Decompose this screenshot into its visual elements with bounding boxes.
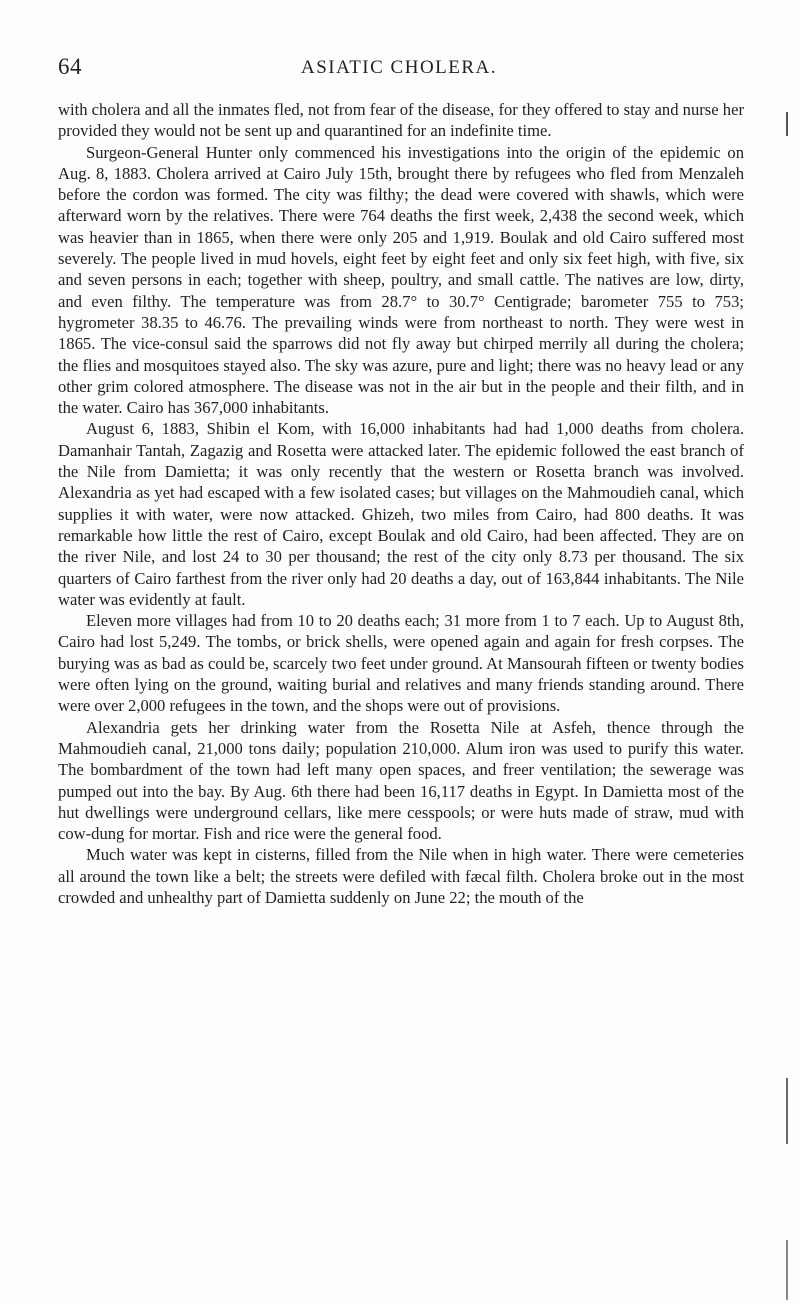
paragraph: Alexandria gets her drinking water from the Rosetta Nile at Asfeh, thence through the Mahmoudieh canal, 21,000 tons daily; population 210,000. Alum iron was used to purify this water. The bombardment of the town had left many open spaces, and freer ventilation; the sewerage was pumped out into the bay. By Aug. 6th there had been 16,117 deaths in Egypt. In Damietta most of the hut dwellings were underground cellars, like mere cesspools; or were huts made of straw, mud with cow-dung for mortar. Fish and rice were the general food. (58, 717, 744, 844)
paragraph: Surgeon-General Hunter only commenced his investigations into the origin of the epidemic on Aug. 8, 1883. Cholera arrived at Cairo July 15th, brought there by refugees who fled from Menzaleh before the cordon was formed. The city was filthy; the dead were covered with shawls, which were afterward worn by the relatives. There were 764 deaths the first week, 2,438 the second week, which was heavier than in 1865, when there were only 205 and 1,919. Boulak and old Cairo suffered most severely. The people lived in mud hovels, eight feet by eight feet and only six feet high, with five, six and seven persons in each; together with sheep, poultry, and small cattle. The natives are low, dirty, and even filthy. The temperature was from 28.7° to 30.7° Centigrade; barometer 755 to 753; hygrometer 38.35 to 46.76. The prevailing winds were from northeast to north. They were west in 1865. The vice-consul said the sparrows did not fly away but chirped merrily all during the cholera; the flies and mosquitoes stayed also. The sky was azure, pure and light; there was no heavy lead or any other grim colored atmosphere. The disease was not in the air but in the people and their filth, and in the water. Cairo has 367,000 inhabitants. (58, 142, 744, 418)
running-head: ASIATIC CHOLERA. (300, 57, 498, 78)
margin-scan-mark (786, 1078, 788, 1144)
paragraph: Eleven more villages had from 10 to 20 deaths each; 31 more from 1 to 7 each. Up to August 8th, Cairo had lost 5,249. The tombs, or brick shells, were opened again and again for fresh corpses. The burying was as bad as could be, scarcely two feet under ground. At Mansourah fifteen or twenty bodies were often lying on the ground, waiting burial and relatives and many friends standing around. There were over 2,000 refugees in the town, and the shops were out of provisions. (58, 611, 744, 716)
page-header (58, 54, 740, 88)
margin-scan-mark (786, 1240, 788, 1300)
paragraph: August 6, 1883, Shibin el Kom, with 16,000 inhabitants had had 1,000 deaths from cholera. Damanhair Tantah, Zagazig and Rosetta were attacked later. The epidemic followed the east branch of the Nile from Damietta; it was only recently that the western or Rosetta branch was involved. Alexandria as yet had escaped with a few isolated cases; but villages on the Mahmoudieh canal, which supplies it with water, were now attacked. Ghizeh, two miles from Cairo, had 800 deaths. It was remarkable how little the rest of Cairo, except Boulak and old Cairo, had been affected. They are on the river Nile, and lost 24 to 30 per thousand; the rest of the city only 8.73 per thousand. The six quarters of Cairo farthest from the river only had 20 deaths a day, out of 163,844 inhabitants. The Nile water was evidently at fault. (58, 419, 744, 609)
paragraph: Much water was kept in cisterns, filled from the Nile when in high water. There were cemeteries all around the town like a belt; the streets were defiled with fæcal filth. Cholera broke out in the most crowded and unhealthy part of Damietta suddenly on June 22; the mouth of the (58, 845, 744, 907)
page-number: 64 (58, 54, 82, 79)
body-text (58, 99, 744, 908)
margin-scan-mark (786, 112, 788, 136)
paragraph: with cholera and all the inmates fled, not from fear of the disease, for they offered to stay and nurse her provided they would not be sent up and quarantined for an indefinite time. (58, 100, 744, 141)
